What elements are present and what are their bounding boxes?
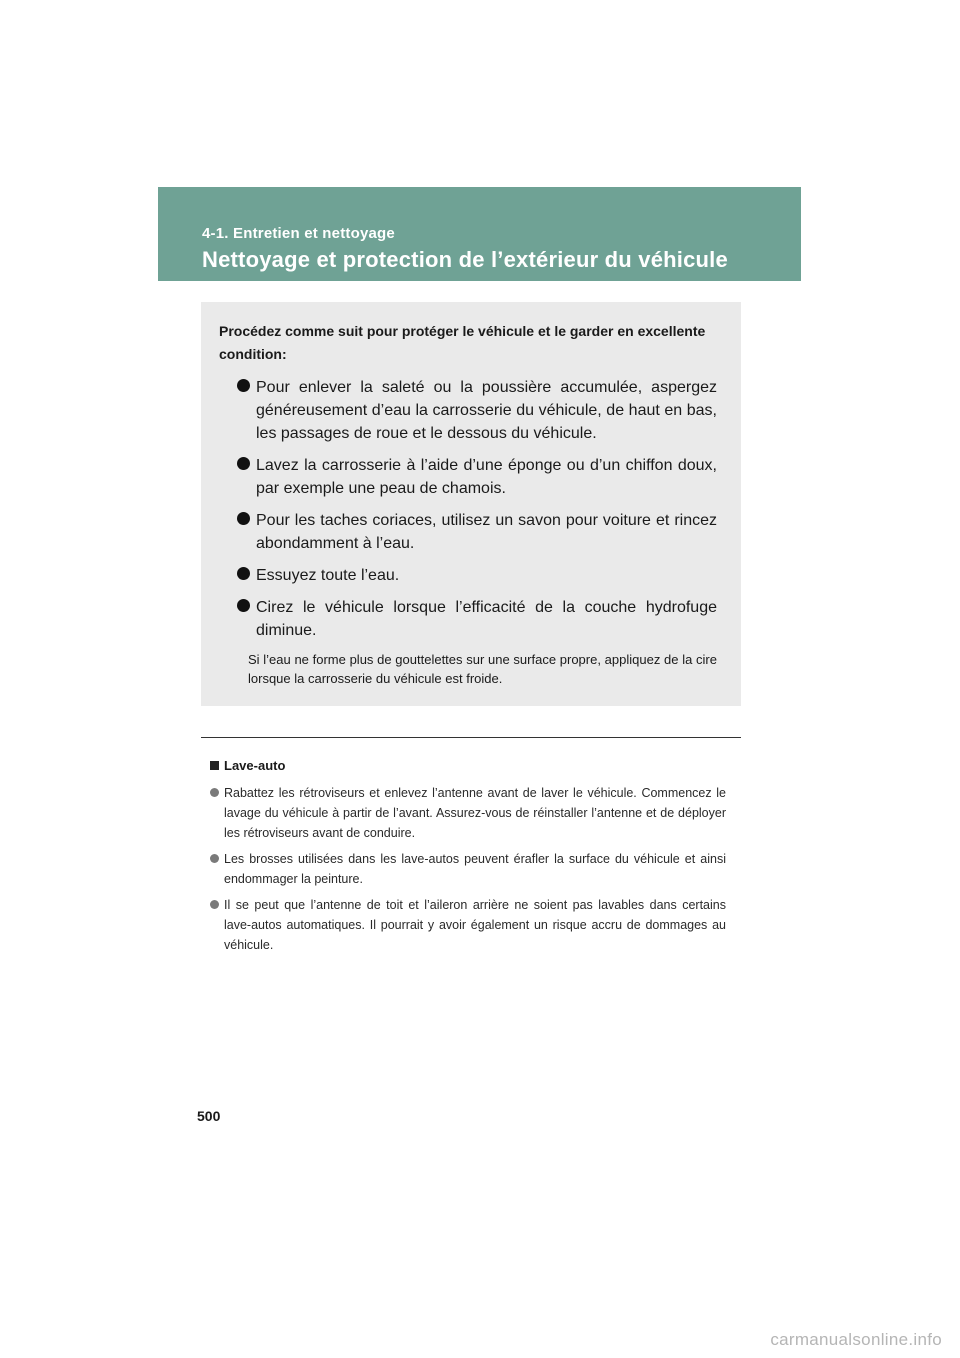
list-item-text: Pour enlever la saleté ou la poussière accumulée, aspergez généreusement d’eau la carrosserie du véhicule, de haut en bas, les passages de roue et le dessous du véhicule. xyxy=(256,379,717,442)
list-item xyxy=(219,376,717,445)
list-item-text: Pour les taches coriaces, utilisez un savon pour voiture et rincez abondamment à l’eau. xyxy=(256,512,717,552)
note-item xyxy=(210,783,726,843)
wax-note: Si l’eau ne forme plus de gouttelettes sur une surface propre, appliquez de la cire lorsque la carrosserie du véhicule est froide. xyxy=(248,652,717,686)
notes-list xyxy=(210,783,726,955)
note-item-text: Il se peut que l’antenne de toit et l’aileron arrière ne soient pas lavables dans certains lave-autos automatiques. Il pourrait y avoir également un risque accru de dommages au véhicule. xyxy=(224,898,726,952)
page-title: Nettoyage et protection de l’extérieur du véhicule xyxy=(202,247,728,272)
bullet-icon xyxy=(210,788,219,797)
note-item xyxy=(210,895,726,955)
note-item xyxy=(210,849,726,889)
list-item xyxy=(219,564,717,587)
notes-heading-text: Lave-auto xyxy=(224,758,286,773)
list-item-text: Essuyez toute l’eau. xyxy=(256,567,400,584)
bullet-icon xyxy=(237,599,250,612)
section-label: 4-1. Entretien et nettoyage xyxy=(202,225,395,242)
page-number: 500 xyxy=(197,1108,221,1124)
list-item-text: Lavez la carrosserie à l’aide d’une éponge ou d’un chiffon doux, par exemple une peau de chamois. xyxy=(256,457,717,497)
intro-lead: Procédez comme suit pour protéger le véhicule et le garder en excellente condition: xyxy=(219,323,706,362)
list-item xyxy=(219,509,717,555)
note-item-text: Les brosses utilisées dans les lave-autos peuvent érafler la surface du véhicule et ainsi endommager la peinture. xyxy=(224,852,726,886)
bullet-icon xyxy=(237,457,250,470)
bullet-icon xyxy=(237,512,250,525)
section-header xyxy=(158,187,801,281)
list-item-text: Cirez le véhicule lorsque l’efficacité de la couche hydrofuge diminue. xyxy=(256,599,717,639)
notes-heading xyxy=(210,757,726,775)
notes-section xyxy=(210,757,726,961)
note-item-text: Rabattez les rétroviseurs et enlevez l’antenne avant de laver le véhicule. Commencez le lavage du véhicule à partir de l’avant. Assurez-vous de réinstaller l’antenne et de déployer les rétroviseurs avant de conduire. xyxy=(224,786,726,840)
bullet-icon xyxy=(210,854,219,863)
list-item xyxy=(219,596,717,688)
watermark: carmanualsonline.info xyxy=(770,1330,942,1349)
square-bullet-icon xyxy=(210,761,219,770)
bullet-icon xyxy=(237,379,250,392)
intro-box xyxy=(201,302,741,706)
bullet-icon xyxy=(210,900,219,909)
bullet-icon xyxy=(237,567,250,580)
procedure-list xyxy=(219,376,717,688)
list-item xyxy=(219,454,717,500)
divider xyxy=(201,737,741,738)
